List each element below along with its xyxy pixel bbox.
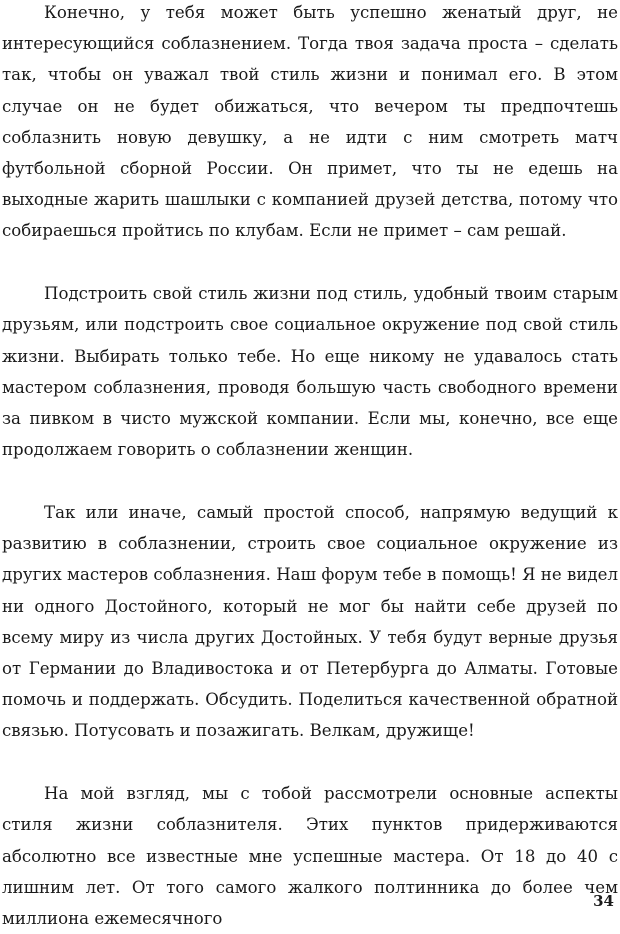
document-page: [2, 0, 618, 934]
paragraph-social-circle: Так или иначе, самый простой способ, напрямую ведущий к развитию в соблазнении, строить свое социальное окружение из других мастеров соблазнения. Наш форум тебе в помощь! Я не видел ни одного Достойного, который не мог бы найти себе друзей по всему миру из числа других Достойных. У тебя будут верные друзья от Германии до Владивостока и от Петербурга до Алматы. Готовые помочь и поддержать. Обсудить. Поделиться качественной обратной связью. Потусовать и позажигать. Велкам, дружище!: [2, 503, 618, 741]
paragraph-gap: [2, 465, 618, 497]
paragraph-summary: На мой взгляд, мы с тобой рассмотрели основные аспекты стиля жизни соблазнителя. Этих пунктов придерживаются абсолютно все известные мне успешные мастера. От 18 до 40 с лишним лет. От того самого жалкого полтинника до более чем миллиона ежемесячного: [2, 784, 618, 929]
paragraph-lifestyle: Подстроить свой стиль жизни под стиль, удобный твоим старым друзьям, или подстроить свое социальное окружение под свой стиль жизни. Выбирать только тебе. Но еще никому не удавалось стать мастером соблазнения, проводя большую часть свободного времени за пивком в чисто мужской компании. Если мы, конечно, все еще продолжаем говорить о соблазнении женщин.: [2, 284, 618, 460]
paragraph-friend: Конечно, у тебя может быть успешно женатый друг, не интересующийся соблазнением. Тогда твоя задача проста – сделать так, чтобы он уважал твой стиль жизни и понимал его. В этом случае он не будет обижаться, что вечером ты предпочтешь соблазнить новую девушку, а не идти с ним смотреть матч футбольной сборной России. Он примет, что ты не едешь на выходные жарить шашлыки с компанией друзей детства, потому что собираешься пройтись по клубам. Если не примет – сам решай.: [2, 3, 618, 241]
paragraph-gap: [2, 247, 618, 279]
page-number: 34: [593, 892, 614, 910]
paragraph-gap: [2, 747, 618, 779]
